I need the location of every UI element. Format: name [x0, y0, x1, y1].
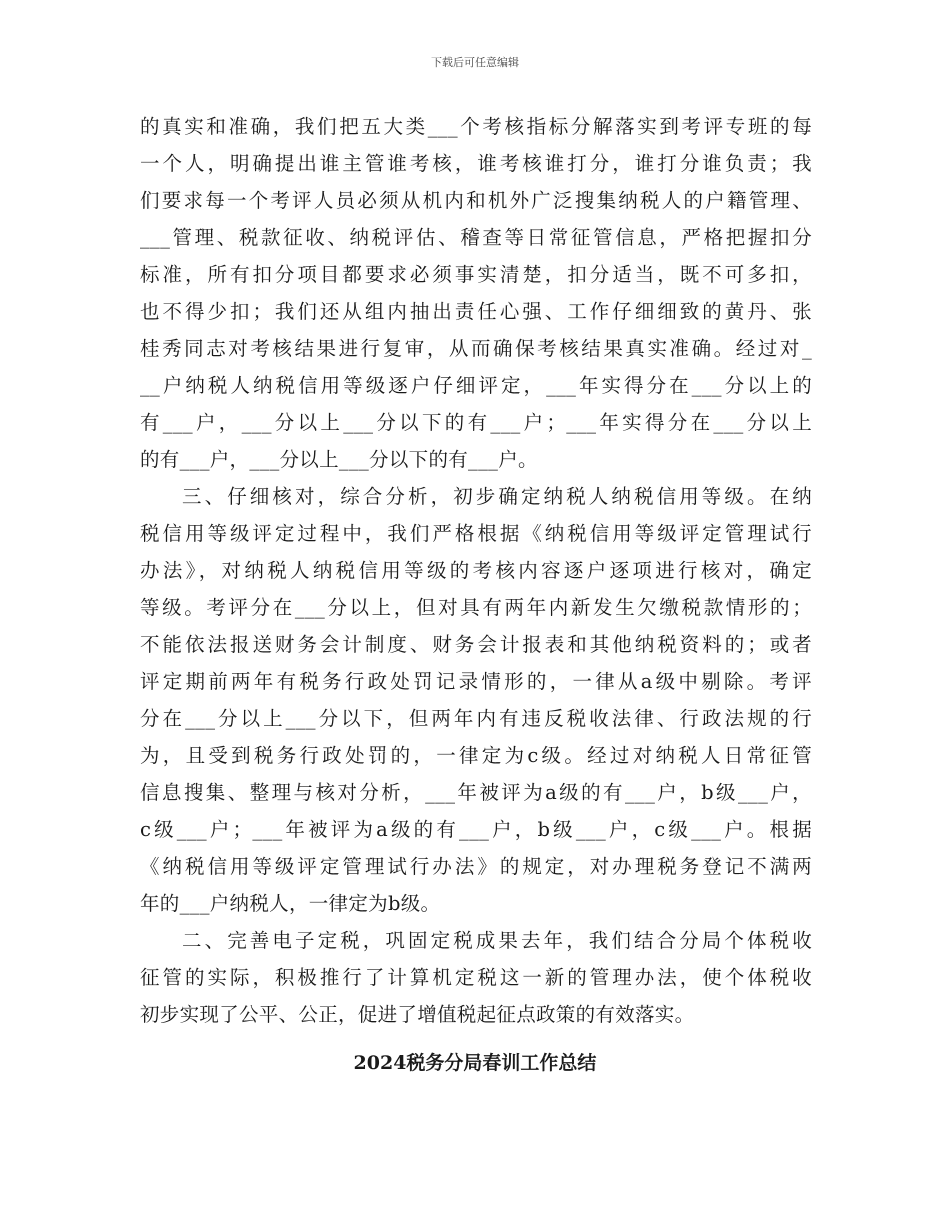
- page-header: 下载后可任意编辑: [431, 56, 519, 69]
- text-line: 征管的实际，积极推行了计算机定税这一新的管理办法，使个体税收: [140, 966, 812, 989]
- text-line: 年的___户纳税人，一律定为b级。: [140, 892, 441, 915]
- text-line: 评定期前两年有税务行政处罚记录情形的，一律从a级中剔除。考评: [140, 670, 812, 693]
- text-line: 《纳税信用等级评定管理试行办法》的规定，对办理税务登记不满两: [140, 855, 812, 878]
- text-line: 也不得少扣；我们还从组内抽出责任心强、工作仔细细致的黄丹、张: [140, 300, 812, 323]
- text-line: 二、完善电子定税，巩固定税成果去年，我们结合分局个体税收: [182, 929, 812, 952]
- paragraph-3: [140, 922, 812, 1033]
- paragraph-2: [140, 478, 812, 922]
- text-line: 信息搜集、整理与核对分析，___年被评为a级的有___户，b级___户，: [140, 781, 812, 804]
- text-line: 三、仔细核对，综合分析，初步确定纳税人纳税信用等级。在纳: [182, 485, 812, 508]
- paragraph-1: [140, 108, 812, 478]
- text-line: 桂秀同志对考核结果进行复审，从而确保考核结果真实准确。经过对_: [140, 337, 812, 360]
- text-line: c级___户；___年被评为a级的有___户，b级___户，c级___户。根据: [140, 818, 812, 841]
- text-line: 标准，所有扣分项目都要求必须事实清楚，扣分适当，既不可多扣，: [140, 263, 812, 286]
- text-line: 的有___户，___分以上___分以下的有___户。: [140, 448, 538, 471]
- document-body: [140, 108, 812, 1033]
- text-line: 的真实和准确，我们把五大类___个考核指标分解落实到考评专班的每: [140, 115, 812, 138]
- text-line: 们要求每一个考评人员必须从机内和机外广泛搜集纳税人的户籍管理、: [140, 189, 812, 212]
- text-line: 为，且受到税务行政处罚的，一律定为c级。经过对纳税人日常征管: [140, 744, 812, 767]
- text-line: 不能依法报送财务会计制度、财务会计报表和其他纳税资料的；或者: [140, 633, 812, 656]
- text-line: 税信用等级评定过程中，我们严格根据《纳税信用等级评定管理试行: [140, 522, 812, 545]
- section-title: 2024税务分局春训工作总结: [353, 1052, 597, 1074]
- text-line: ___管理、税款征收、纳税评估、稽查等日常征管信息，严格把握扣分: [140, 226, 812, 249]
- text-line: 分在___分以上___分以下，但两年内有违反税收法律、行政法规的行: [140, 707, 812, 730]
- text-line: 等级。考评分在___分以上，但对具有两年内新发生欠缴税款情形的；: [140, 596, 812, 619]
- text-line: 办法》，对纳税人纳税信用等级的考核内容逐户逐项进行核对，确定: [140, 559, 812, 582]
- text-line: 一个人，明确提出谁主管谁考核，谁考核谁打分，谁打分谁负责；我: [140, 152, 812, 175]
- text-line: 有___户，___分以上___分以下的有___户；___年实得分在___分以上: [140, 411, 812, 434]
- text-line: 初步实现了公平、公正，促进了增值税起征点政策的有效落实。: [140, 1003, 695, 1026]
- text-line: __户纳税人纳税信用等级逐户仔细评定，___年实得分在___分以上的: [140, 374, 812, 397]
